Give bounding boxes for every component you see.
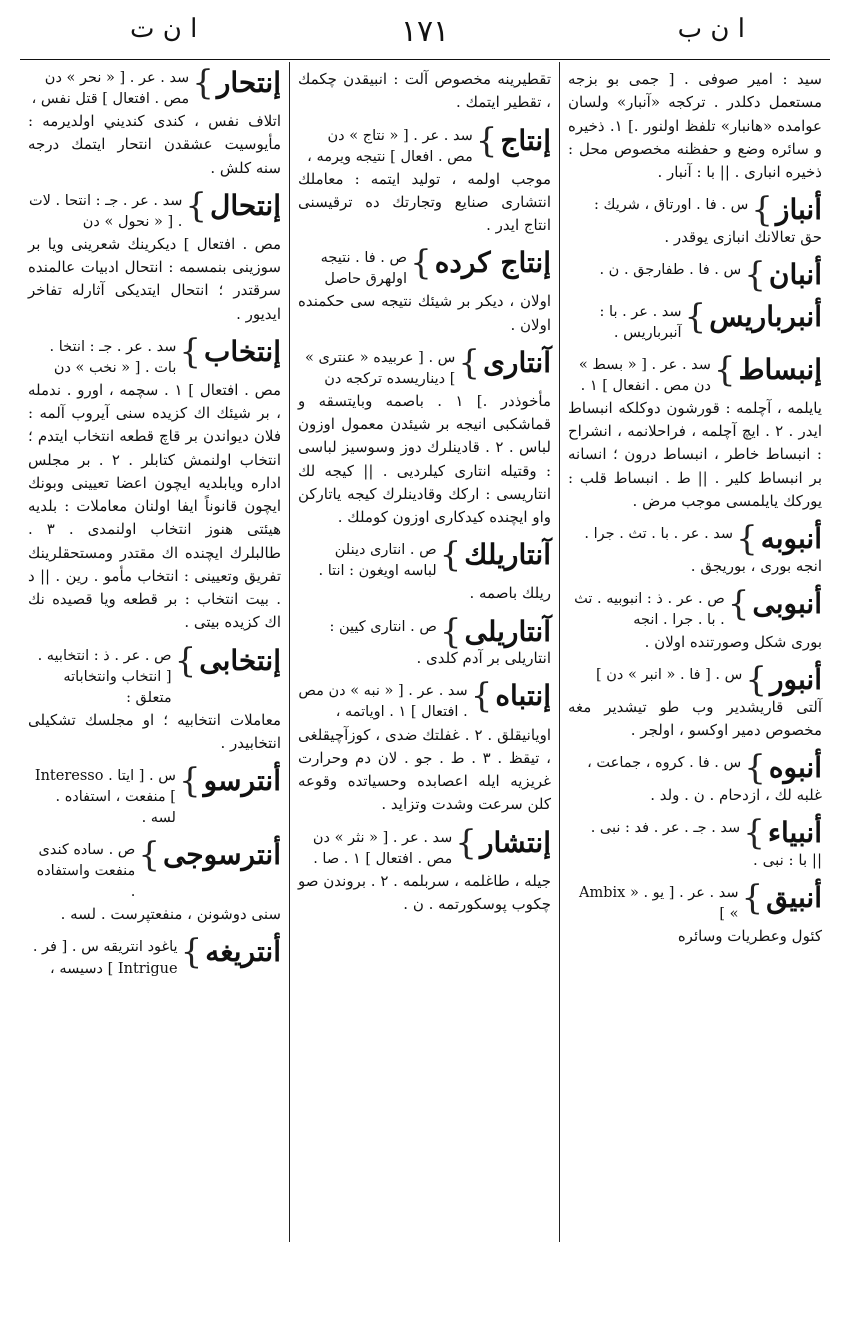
grammar-note: ص . فا . نتيجه اولهرق حاصل (320, 250, 408, 288)
definition-text: آلتى قاريشدير وب طو تيشدير مغه مخصوص دمير اوكسو ، اولجر . (568, 697, 822, 739)
column-middle (290, 62, 560, 1242)
dictionary-entry (28, 761, 281, 829)
entry-heading (298, 676, 551, 723)
brace-icon: } (439, 611, 462, 652)
definition-text: اولان ، ديكر بر شيئك نتيجه سى حكمنده اولان . (298, 292, 551, 334)
headword: إنتاج كرده (434, 246, 551, 280)
entry-heading (568, 877, 822, 925)
definition-text: غلبه لك ، ازدحام . ن . ولد . (650, 785, 822, 804)
grammar-note: ياغود انتريقه س . [ فر . Intrigue ] دسيسه ، (32, 939, 178, 977)
brace-icon: } (713, 349, 736, 390)
headword: إنتخابى (199, 643, 281, 677)
headword: أنباز (775, 193, 822, 227)
dictionary-entry (568, 519, 822, 578)
headword: إنتخاب (204, 334, 281, 368)
entry-heading (28, 761, 281, 829)
grammar-note: سد . عر . جـ : انتحا . لات . [ « نحول » دن (29, 192, 183, 230)
headword: أنبان (768, 258, 822, 292)
grammar-note: ص . عر . ذ : انبوبيه . تث . با . جرا . انجه (574, 590, 725, 628)
headword: أنبيق (766, 880, 822, 914)
dictionary-entry (568, 583, 822, 654)
brace-icon: } (684, 296, 707, 337)
definition-text: مأخوذدر .] ١ . باصمه وبايتسقه و قماشكبى انيجه بر شيئدن معمول اوزون لباس . ٢ . قادينلرك دوز وسوسيز لباسى : وقتيله انتارى كيلرديى . || كيجه لك انتاريسى : اركك وقادينلرك كيجه ياتاركن واو ايچنده كيدكارى اوزون كوملك . (298, 391, 551, 527)
entry-heading (568, 349, 822, 397)
headword: أنبوه (768, 751, 822, 785)
brace-icon: } (475, 120, 498, 161)
headword: أنترسوجى (162, 838, 281, 872)
entry-heading (568, 296, 822, 344)
entry-heading (298, 243, 551, 290)
definition-text: اتلاف نفس ، كندى كنديني اولديرمه : مأيوسيت عشقدن انتحار ايتمك درجه سنه كلش . (28, 112, 281, 177)
headword: أنترسو (203, 764, 281, 798)
entry-heading (568, 190, 822, 231)
grammar-note: سد . عر . [ « نحر » دن مص . افتعال ] قتل نفس ، (31, 70, 190, 108)
brace-icon: } (751, 190, 773, 231)
brace-icon: } (741, 877, 764, 918)
entry-heading (568, 583, 822, 631)
headword: أنتريغه (205, 935, 281, 969)
dictionary-entry (28, 640, 281, 756)
dictionary-entry (568, 748, 822, 807)
entry-heading (568, 813, 822, 854)
header-left-guide-word: ا ن ت (130, 14, 198, 44)
definition-text: سنى دوشونن ، منفعتپرست . لسه . (60, 905, 281, 924)
entry-heading (28, 331, 281, 379)
grammar-note: س . [ عربيده « عنترى » ] ديناريسده تركجه دن (304, 349, 456, 387)
definition-text: انتاريلى بر آدم كلدى . (416, 649, 551, 668)
dictionary-entry (28, 331, 281, 635)
dictionary-entry (568, 255, 822, 296)
dictionary-entry (298, 243, 551, 337)
dictionary-entry (568, 660, 822, 742)
dictionary-entry (28, 835, 281, 926)
headword: إنتشار (479, 825, 551, 859)
definition-text: معاملات انتخابيه ؛ او مجلسك تشكيلى انتخابيدر . (28, 710, 281, 752)
entry-heading (568, 660, 822, 701)
entry-heading (298, 120, 551, 168)
brace-icon: } (744, 748, 766, 789)
dictionary-entry (568, 190, 822, 249)
grammar-note: سد . عر . [ « بسط » دن مص . انفعال ] ١ . (578, 356, 711, 394)
brace-icon: } (178, 761, 201, 802)
column-right (560, 62, 830, 1242)
dictionary-entry (568, 877, 822, 948)
dictionary-entry (28, 185, 281, 326)
definition-text: مص . افتعال ] ديكرينك شعرينى ويا بر سوزينى بنمسمه : انتحال ادبيات عالمنده سرقتدر ؛ انتحال ايتديكى آثارله تفاخر ايديور . (28, 234, 281, 323)
definition-text: جيله ، طاغلمه ، سربلمه . ٢ . بروندن صو چكوب پوسكورتمه . ن . (298, 871, 551, 913)
grammar-note: س . فا . كروه ، جماعت ، (587, 755, 742, 772)
definition-text: ريلك باصمه . (469, 584, 551, 603)
definition-text: موجب اولمه ، توليد ايتمه : معاملك انتشارى صنايع وتجارتك ده ترقيسنى انتاج ايدر . (298, 169, 551, 235)
grammar-note: سد . عر . با . تث . جرا . (584, 526, 734, 542)
grammar-note: سد . عر . [ « نثر » دن مص . افتعال ] ١ . صا . (312, 829, 453, 867)
grammar-note: سد . عر . [ « نبه » دن مص . افتعال ] ١ . اوياتمه ، (298, 683, 468, 721)
brace-icon: } (470, 676, 493, 717)
dictionary-entry (28, 63, 281, 180)
headword: إنتباه (495, 679, 551, 713)
definition-text: تقطيرينه مخصوص آلت : انبيقدن چكمك ، تقطير ايتمك . (298, 70, 551, 112)
dictionary-entry (568, 296, 822, 344)
headword: أنبوبه (760, 522, 822, 555)
headword: إنتحال (210, 188, 281, 222)
headword: أنبياء (767, 816, 822, 850)
page-number: ١٧١ (400, 14, 450, 49)
brace-icon: } (185, 185, 208, 226)
dictionary-entry (568, 813, 822, 872)
headword: أنبوبى (752, 586, 822, 620)
headword: أنبرباريس (709, 299, 822, 333)
brace-icon: } (179, 331, 201, 372)
definition-text: كئول وعطريات وسائره (677, 926, 822, 945)
entry-heading (298, 611, 551, 652)
brace-icon: } (180, 932, 203, 973)
grammar-note: ص . انتارى دينلن لباسه اويغون : انتا . (318, 542, 437, 580)
brace-icon: } (439, 535, 462, 576)
headword: آنتاريلى (464, 614, 551, 648)
headword: إنبساط (738, 352, 822, 386)
entry-heading (568, 748, 822, 789)
brace-icon: } (745, 660, 767, 701)
entry-heading (28, 63, 281, 110)
entry-heading (568, 519, 822, 559)
grammar-note: ص . عر . ذ : انتخابيه . [ انتخاب وانتخاباته متعلق : (37, 647, 172, 706)
dictionary-entry (298, 68, 551, 115)
dictionary-entry (298, 535, 551, 605)
brace-icon: } (455, 822, 477, 863)
dictionary-entry (568, 68, 822, 184)
dictionary-entry (298, 822, 551, 917)
entry-heading (298, 535, 551, 582)
definition-text: يايلمه ، آچلمه : قورشون دوكلكه انبساط ايدر . ٢ . ايچ آچلمه ، فراحلانمه ، انشراح : انبساط خاطر ، انبساط درون ؛ انسانه بر انبساط كلير . || ط . انبساط قلب : يوركك يايلمسى موجب مرض . (568, 398, 822, 510)
grammar-note: ص . ساده كندى منفعت واستفاده . (36, 842, 136, 901)
grammar-note: سد . جـ . عر . فد : نبى . (590, 820, 741, 837)
entry-heading (28, 932, 281, 979)
header-right-guide-word: ا ن ب (677, 14, 745, 44)
headword: إنتحار (216, 66, 281, 99)
entry-heading (28, 185, 281, 233)
dictionary-entry (568, 349, 822, 513)
entry-heading (28, 835, 281, 903)
entry-heading (298, 822, 551, 870)
definition-text: || با : نبى . (753, 850, 822, 869)
column-left (20, 62, 290, 1242)
headword: أنبور (769, 663, 822, 697)
brace-icon: } (174, 640, 197, 681)
grammar-note: ص . انتارى كيين : (329, 618, 437, 635)
headword: إنتاج (500, 123, 551, 157)
dictionary-entry (28, 932, 281, 979)
brace-icon: } (192, 63, 214, 103)
dictionary-columns (20, 62, 830, 1242)
brace-icon: } (727, 583, 750, 624)
definition-text: حق تعالانك انبازى يوقدر . (664, 227, 822, 246)
brace-icon: } (743, 813, 765, 854)
dictionary-entry (298, 676, 551, 816)
grammar-note: س . [ فا . « انبر » دن ] (595, 667, 743, 684)
grammar-note: سد . عر . جـ : انتخا . بات . [ « نخب » دن (49, 338, 177, 376)
definition-text: بورى شكل وصورتنده اولان . (644, 632, 822, 651)
grammar-note: س . فا . اورتاق ، شريك : (594, 197, 749, 214)
entry-heading (568, 255, 822, 296)
entry-heading (298, 342, 551, 390)
brace-icon: } (410, 243, 432, 284)
dictionary-entry (298, 611, 551, 671)
brace-icon: } (458, 342, 480, 383)
definition-text: اويانيقلق . ٢ . غفلتك ضدى ، كوزآچيقلغى ، تيقظ . ٣ . ط . جو . لان دم وحرارت غريزيه ايله اعصابده وحسياتده وقوعه كلن سرعت وشدت وتزايد . (298, 725, 551, 814)
grammar-note: س . فا . طفارجق . ن . (599, 262, 742, 279)
headword: آنتارى (483, 345, 551, 379)
page-header (20, 14, 830, 60)
header-rule (20, 59, 830, 60)
grammar-note: سد . عر . با : آنبرباريس . (599, 303, 682, 341)
brace-icon: } (736, 519, 758, 559)
grammar-note: س . [ ايتا . Interesso ] منفعت ، استفاده . لسه . (34, 768, 176, 827)
dictionary-entry (298, 342, 551, 530)
grammar-note: سد . عر . [ « نتاج » دن مص . افعال ] نتيجه ويرمه ، (307, 127, 473, 165)
headword: آنتاريلك (464, 538, 551, 572)
entry-heading (28, 640, 281, 709)
definition-text: سيد : امير صوفى . [ جمى بو بزجه مستعمل دكلدر . تركجه «آنبار» ولسان عوامده «هانبار» تلفظ اولنور .] ١. ذخيره و سائره وضع و حفظنه مخصوص محل : ذخيره انبارى . || با : آنبار . (568, 70, 822, 181)
definition-text: مص . افتعال ] ١ . سچمه ، اورو . ندمله ، بر شيئك اك كزيده سنى آيروب آلمه : فلان ديواندن بر قاچ قطعه انتخاب ايتدم ؛ انتخاب اولنمش كتابلر . ٢ . بر مجلس اداره ويابلديه ايچون اعضا تعيينى وبونك ايچون قانوناً ايفا اولنان معاملات : بلديه هيئتى هنوز انتخاب اولنمدى . ٣ . طالبلرك ايچنده اك مقتدر ومستحقلرينك تفريق وتعيينى : انتخاب مأمو . رين . || د . بيت انتخاب : بر قطعه ويا قصيده نك اك كزيده بيتى . (28, 380, 281, 632)
brace-icon: } (138, 835, 160, 876)
definition-text: انجه بورى ، بوريجق . (690, 556, 822, 575)
dictionary-entry (298, 120, 551, 238)
brace-icon: } (744, 255, 766, 296)
grammar-note: سد . عر . [ يو . « Ambix » ] (579, 884, 739, 922)
